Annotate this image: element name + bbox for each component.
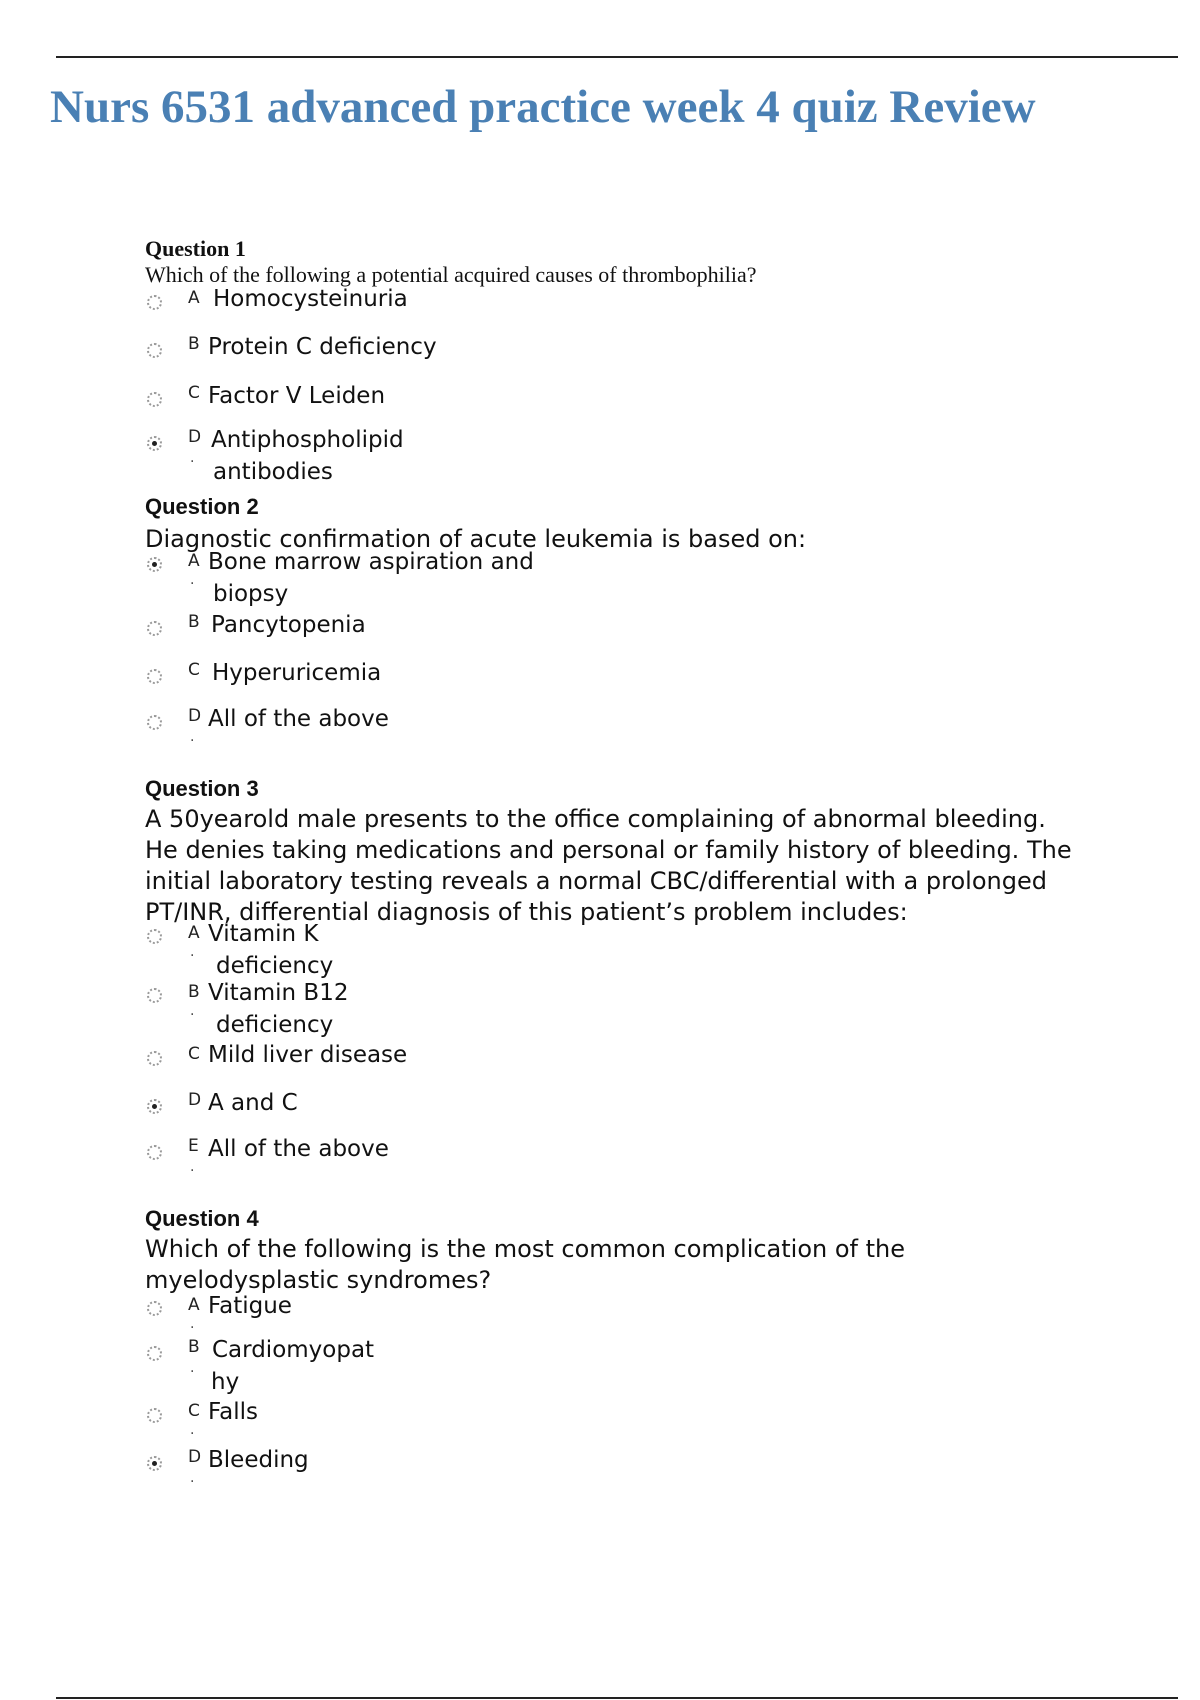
option-label: Vitamin K — [208, 921, 319, 947]
question-text-line: myelodysplastic syndromes? — [145, 1266, 492, 1294]
radio-button[interactable] — [147, 343, 162, 358]
radio-button[interactable] — [147, 392, 162, 407]
option-letter: A — [188, 1295, 200, 1315]
option-letter: B — [188, 334, 200, 354]
question-text-line: A 50yearold male presents to the office complaining of abnormal bleeding. — [145, 805, 1046, 833]
option-label: Fatigue — [208, 1293, 292, 1319]
radio-button-selected[interactable] — [147, 436, 162, 451]
question-heading: Question 4 — [145, 1206, 259, 1231]
question-text-line: PT/INR, differential diagnosis of this patient’s problem includes: — [145, 898, 908, 926]
option-label: Pancytopenia — [211, 612, 366, 638]
option-label: Antiphospholipid — [211, 427, 404, 453]
bullet-dot: · — [190, 1474, 195, 1490]
option-label: Factor V Leiden — [208, 383, 386, 409]
option-label: All of the above — [208, 1136, 389, 1162]
option-letter: B — [188, 982, 200, 1002]
option-label-continued: hy — [211, 1369, 240, 1395]
option-label: Cardiomyopat — [212, 1337, 375, 1363]
bullet-dot: · — [190, 1163, 195, 1179]
option-letter: B — [188, 612, 200, 632]
radio-button-selected[interactable] — [147, 1099, 162, 1114]
radio-button[interactable] — [147, 1408, 162, 1423]
option-letter: A — [188, 923, 200, 943]
question-3 — [145, 776, 1145, 928]
option-letter: C — [188, 1044, 200, 1064]
question-heading: Question 1 — [145, 236, 246, 261]
option-letter: B — [188, 1337, 200, 1357]
option-label: Falls — [208, 1399, 258, 1425]
option-letter: C — [188, 383, 200, 403]
option-letter: C — [188, 660, 200, 680]
option-label: A and C — [208, 1090, 298, 1116]
radio-button[interactable] — [147, 621, 162, 636]
bullet-dot: · — [190, 1364, 195, 1380]
radio-button[interactable] — [147, 295, 162, 310]
question-text-line: Which of the following is the most common complication of the — [145, 1235, 906, 1263]
option-label-continued: deficiency — [216, 1012, 334, 1038]
option-label: Mild liver disease — [208, 1042, 408, 1068]
option-letter: D — [188, 1447, 202, 1467]
option-label-continued: deficiency — [216, 953, 334, 979]
question-4 — [145, 1206, 1145, 1296]
question-heading: Question 3 — [145, 776, 259, 801]
radio-button[interactable] — [147, 1346, 162, 1361]
option-label: Homocysteinuria — [213, 286, 408, 312]
option-label: All of the above — [208, 706, 389, 732]
radio-button[interactable] — [147, 929, 162, 944]
top-rule — [56, 56, 1178, 58]
option-label-continued: biopsy — [213, 581, 289, 607]
radio-button[interactable] — [147, 715, 162, 730]
option-label-continued: antibodies — [213, 459, 333, 485]
radio-button-selected[interactable] — [147, 557, 162, 572]
question-1 — [145, 236, 1145, 288]
radio-button[interactable] — [147, 988, 162, 1003]
option-label: Bone marrow aspiration and — [208, 549, 534, 575]
bullet-dot: · — [190, 733, 195, 749]
question-2 — [145, 494, 1145, 555]
option-letter: A — [188, 551, 200, 571]
question-heading: Question 2 — [145, 494, 259, 519]
document-title: Nurs 6531 advanced practice week 4 quiz Review — [50, 81, 1036, 133]
option-letter: D — [188, 706, 202, 726]
option-label: Hyperuricemia — [212, 660, 382, 686]
radio-button[interactable] — [147, 669, 162, 684]
option-letter: D — [188, 427, 202, 447]
question-text: Which of the following a potential acquired causes of thrombophilia? — [145, 262, 757, 287]
radio-button[interactable] — [147, 1051, 162, 1066]
option-letter: C — [188, 1401, 200, 1421]
option-letter: E — [188, 1136, 199, 1156]
bullet-dot: · — [190, 1320, 195, 1336]
bullet-dot: · — [190, 454, 195, 470]
option-letter: D — [188, 1090, 202, 1110]
bullet-dot: · — [190, 948, 195, 964]
option-label: Bleeding — [208, 1447, 309, 1473]
option-label: Protein C deficiency — [208, 334, 437, 360]
question-text-line: initial laboratory testing reveals a normal CBC/differential with a prolonged — [145, 867, 1047, 895]
bullet-dot: · — [190, 1426, 195, 1442]
bottom-rule — [56, 1697, 1178, 1699]
option-label: Vitamin B12 — [208, 980, 349, 1006]
radio-button[interactable] — [147, 1301, 162, 1316]
bullet-dot: · — [190, 576, 195, 592]
question-text: Diagnostic confirmation of acute leukemia is based on: — [145, 525, 807, 553]
bullet-dot: · — [190, 1007, 195, 1023]
question-text-line: He denies taking medications and personal or family history of bleeding. The — [145, 836, 1072, 864]
option-letter: A — [188, 288, 200, 308]
radio-button-selected[interactable] — [147, 1456, 162, 1471]
radio-button[interactable] — [147, 1145, 162, 1160]
